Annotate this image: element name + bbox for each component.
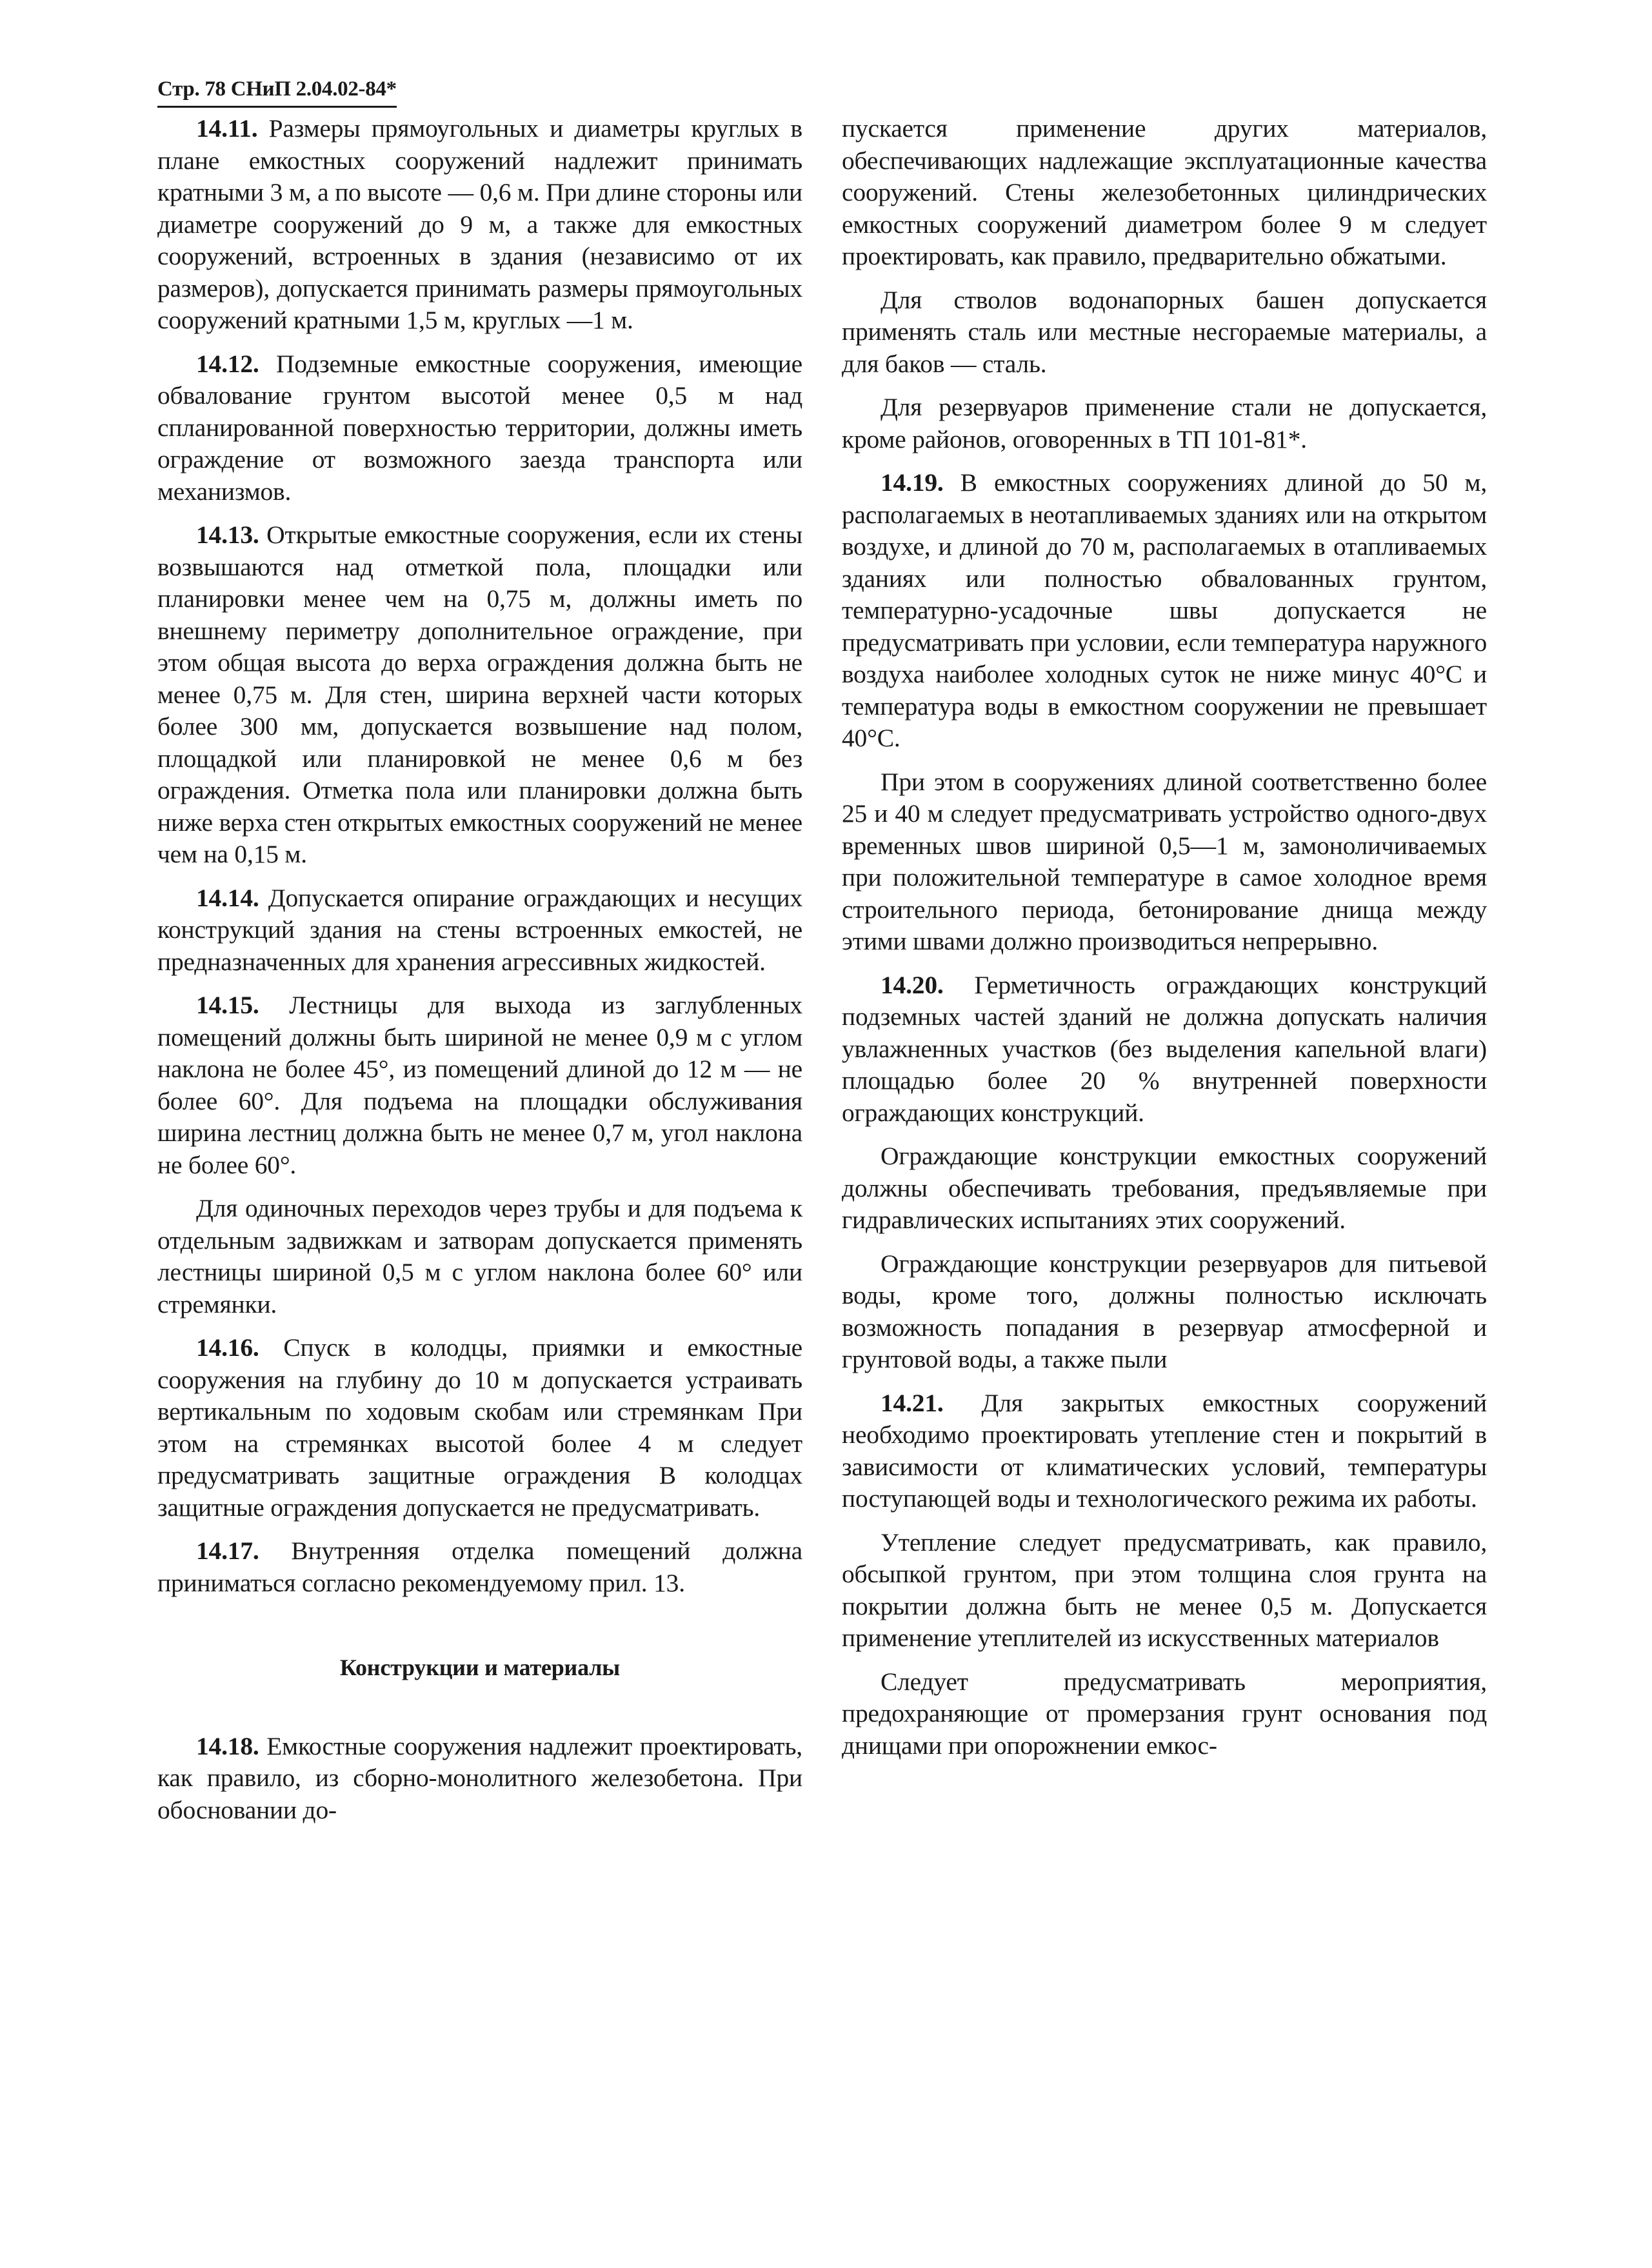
clause-number: 14.12. (196, 349, 259, 378)
paragraph (842, 392, 1487, 455)
paragraph (842, 970, 1487, 1129)
paragraph-text: Емкостные сооружения надлежит проектировать, как правило, из сборно-монолитного железобетона. При обосновании до- (157, 1731, 802, 1824)
paragraph-text: Ограждающие конструкции емкостных сооружений должны обеспечивать требования, предъявляемые при гидравлических испытаниях этих сооружений. (842, 1142, 1487, 1234)
paragraph-text: Внутренняя отделка помещений должна приниматься согласно рекомендуемому прил. 13. (157, 1537, 802, 1597)
paragraph (842, 1140, 1487, 1237)
paragraph-text: пускается применение других материалов, обеспечивающих надлежащие эксплуатационные качества сооружений. Стены железобетонных цилиндрических емкостных сооружений диаметром более 9 м следует проектировать, как правило, предварительно обжатыми. (842, 114, 1487, 270)
paragraph (157, 882, 802, 979)
paragraph-text: Открытые емкостные сооружения, если их стены возвышаются над отметкой пола, площадки или планировки менее чем на 0,75 м, должны иметь по внешнему периметру дополнительное ограждение, при этом общая высота до верха ограждения должна быть не менее 0,75 м. Для стен, ширина верхней части которых более 300 мм, допускается возвышение над полом, площадкой или планировкой не менее 0,6 м без ограждения. Отметка пола или планировки должна быть ниже верха стен открытых емкостных сооружений не менее чем на 0,15 м. (157, 521, 802, 868)
section-heading: Конструкции и материалы (339, 1655, 621, 1680)
clause-number: 14.19. (881, 468, 944, 497)
paragraph-text: Следует предусматривать мероприятия, предохраняющие от промерзания грунт основания под днищами при опорожнении емкос- (842, 1667, 1487, 1760)
paragraph (157, 113, 802, 337)
paragraph (842, 284, 1487, 381)
paragraph (842, 467, 1487, 755)
paragraph-text: При этом в сооружениях длиной соответственно более 25 и 40 м следует предусматривать устройство одного-двух временных швов шириной 0,5—1 м, замоноличиваемых при положительной температуре в самое холодное время строительного периода, бетонирование днища между этими швами должно производиться непрерывно. (842, 767, 1487, 955)
paragraph (157, 990, 802, 1181)
paragraph (157, 348, 802, 508)
paragraph (157, 1332, 802, 1524)
paragraph-text: Для одиночных переходов через трубы и для подъема к отдельным задвижкам и затворам допускается применять лестницы шириной 0,5 м с углом наклона более 60° или стремянки. (157, 1194, 802, 1318)
clause-number: 14.15. (196, 991, 259, 1019)
clause-number: 14.11. (196, 114, 258, 143)
paragraph (157, 1535, 802, 1599)
paragraph-text: Для резервуаров применение стали не допускается, кроме районов, оговоренных в ТП 101-81*. (842, 393, 1487, 453)
paragraph (157, 1731, 802, 1827)
paragraph (157, 1193, 802, 1320)
paragraph-text: Утепление следует предусматривать, как правило, обсыпкой грунтом, при этом толщина слоя грунта на покрытии должна быть не менее 0,5 м. Допускается применение утеплителей из искусственных материалов (842, 1527, 1487, 1652)
paragraph (157, 519, 802, 871)
paragraph (842, 1666, 1487, 1762)
paragraph-text: Ограждающие конструкции резервуаров для питьевой воды, кроме того, должны полностью исключать возможность попадания в резервуар атмосферной и грунтовой воды, а также пыли (842, 1249, 1487, 1373)
paragraph (842, 1527, 1487, 1655)
clause-number: 14.17. (196, 1537, 259, 1565)
right-column (842, 113, 1487, 1773)
paragraph-text: Размеры прямоугольных и диаметры круглых в плане емкостных сооружений надлежит принимать кратными 3 м, а по высоте — 0,6 м. При длине стороны или диаметре сооружений до 9 м, а также для емкостных сооружений, встроенных в здания (независимо от их размеров), допускается принимать размеры прямоугольных сооружений кратными 1,5 м, круглых —1 м. (157, 114, 802, 334)
paragraph-text: Для закрытых емкостных сооружений необходимо проектировать утепление стен и покрытий в зависимости от климатических условий, температуры поступающей воды и технологического режима их работы. (842, 1388, 1487, 1513)
paragraph (842, 1388, 1487, 1515)
paragraph-text: В емкостных сооружениях длиной до 50 м, располагаемых в неотапливаемых зданиях или на открытом воздухе, и длиной до 70 м, располагаемых в отапливаемых зданиях или полностью обвалованных грунтом, температурно-усадочные швы допускается не предусматривать при условии, если температура наружного воздуха наиболее холодных суток не ниже минус 40°С и температура воды в емкостном сооружении не превышает 40°С. (842, 468, 1487, 752)
paragraph-text: Допускается опирание ограждающих и несущих конструкций здания на стены встроенных емкостей, не предназначенных для хранения агрессивных жидкостей. (157, 883, 802, 976)
clause-number: 14.14. (196, 883, 259, 912)
paragraph (842, 766, 1487, 958)
paragraph (842, 1248, 1487, 1376)
paragraph-text: Спуск в колодцы, приямки и емкостные сооружения на глубину до 10 м допускается устраивать вертикальным по ходовым скобам или стремянкам При этом на стремянках высотой более 4 м следует предусматривать защитные ограждения В колодцах защитные ограждения допускается не предусматривать. (157, 1333, 802, 1522)
paragraph-text: Для стволов водонапорных башен допускается применять сталь или местные несгораемые материалы, а для баков — сталь. (842, 285, 1487, 378)
paragraph-text: Подземные емкостные сооружения, имеющие обвалование грунтом высотой менее 0,5 м над спланированной поверхностью территории, должны иметь ограждение от возможного заезда транспорта или механизмов. (157, 349, 802, 506)
clause-number: 14.16. (196, 1333, 259, 1362)
paragraph (842, 113, 1487, 273)
clause-number: 14.20. (881, 970, 944, 999)
left-column (157, 113, 802, 1838)
clause-number: 14.18. (196, 1731, 259, 1760)
paragraph-text: Лестницы для выхода из заглубленных помещений должны быть шириной не менее 0,9 м с углом наклона не более 45°, из помещений длиной до 12 м — не более 60°. Для подъема на площадки обслуживания ширина лестниц должна быть не менее 0,7 м, угол наклона не более 60°. (157, 991, 802, 1179)
paragraph-text: Герметичность ограждающих конструкций подземных частей зданий не должна допускать наличия увлажненных участков (без выделения капельной влаги) площадью более 20 % внутренней поверхности ограждающих конструкций. (842, 970, 1487, 1127)
clause-number: 14.21. (881, 1388, 944, 1417)
page-header: Стр. 78 СНиП 2.04.02-84* (157, 76, 397, 108)
clause-number: 14.13. (196, 521, 259, 549)
